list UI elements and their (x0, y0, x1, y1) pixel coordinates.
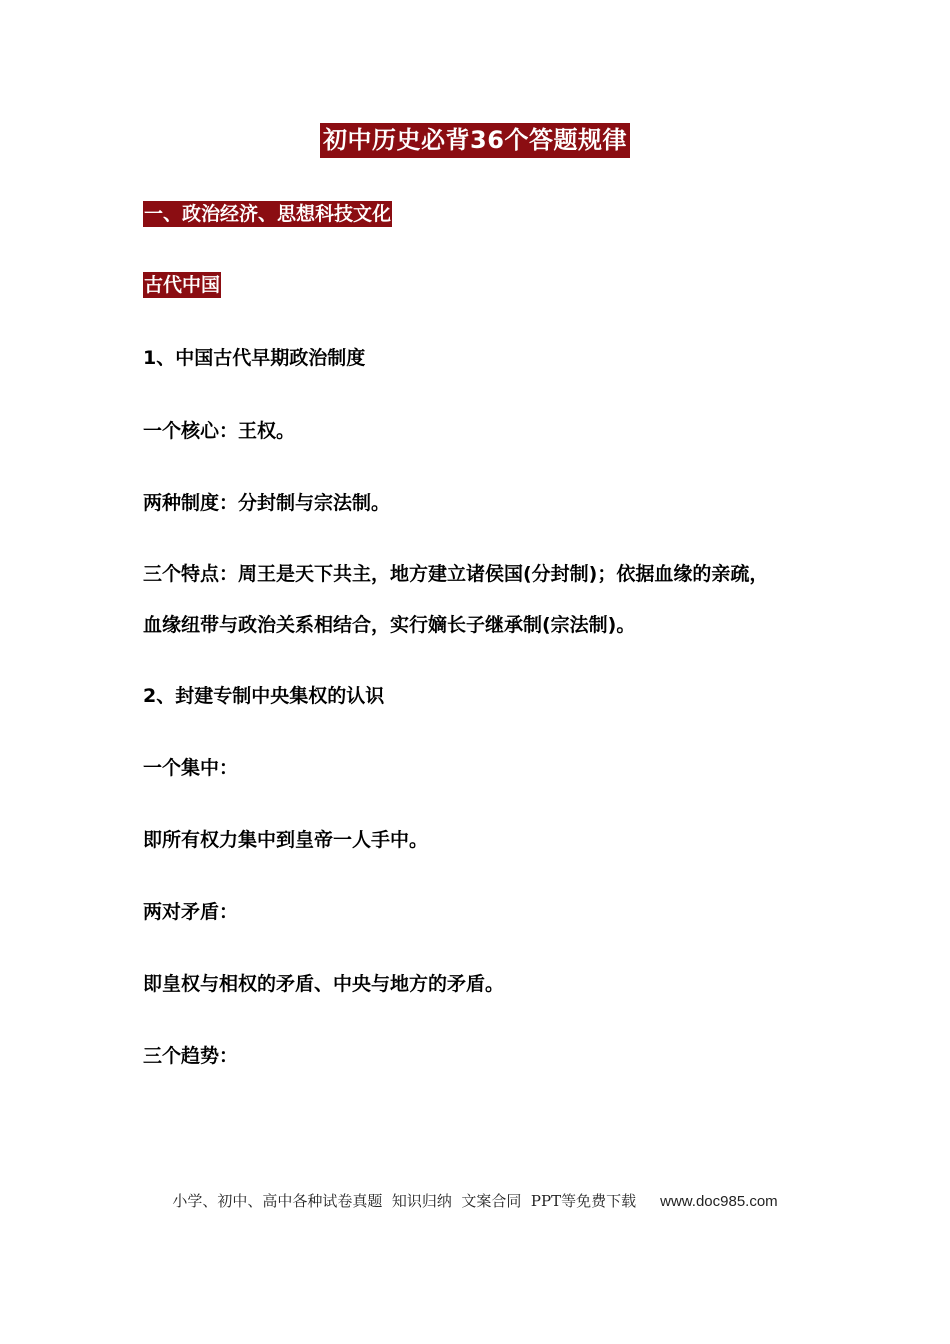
point-heading-1: 1、中国古代早期政治制度 (143, 347, 366, 369)
subsection-heading: 古代中国 (144, 274, 221, 296)
text-line: 即皇权与相权的矛盾、中央与地方的矛盾。 (143, 973, 505, 995)
text-line: 一个集中： (143, 757, 239, 779)
text-line: 两对矛盾： (143, 901, 239, 923)
point-heading-2: 2、封建专制中央集权的认识 (143, 685, 385, 707)
document-title: 初中历史必背36个答题规律 (320, 123, 630, 158)
footer-text: 小学、初中、高中各种试卷真题 知识归纳 文案合同 PPT等免费下载 (172, 1192, 637, 1210)
text-line: 两种制度：分封制与宗法制。 (143, 492, 391, 514)
section-heading: 一、政治经济、思想科技文化 (144, 203, 392, 225)
text-line: 三个趋势： (143, 1045, 239, 1067)
text-line: 三个特点：周王是天下共主，地方建立诸侯国(分封制)；依据血缘的亲疏， (143, 563, 769, 585)
text-line: 一个核心：王权。 (143, 420, 296, 442)
footer-url[interactable]: www.doc985.com (660, 1193, 778, 1210)
text-line: 血缘纽带与政治关系相结合，实行嫡长子继承制(宗法制)。 (143, 614, 636, 636)
title-container (0, 123, 950, 158)
text-line: 即所有权力集中到皇帝一人手中。 (143, 829, 429, 851)
page-footer (0, 1190, 950, 1211)
